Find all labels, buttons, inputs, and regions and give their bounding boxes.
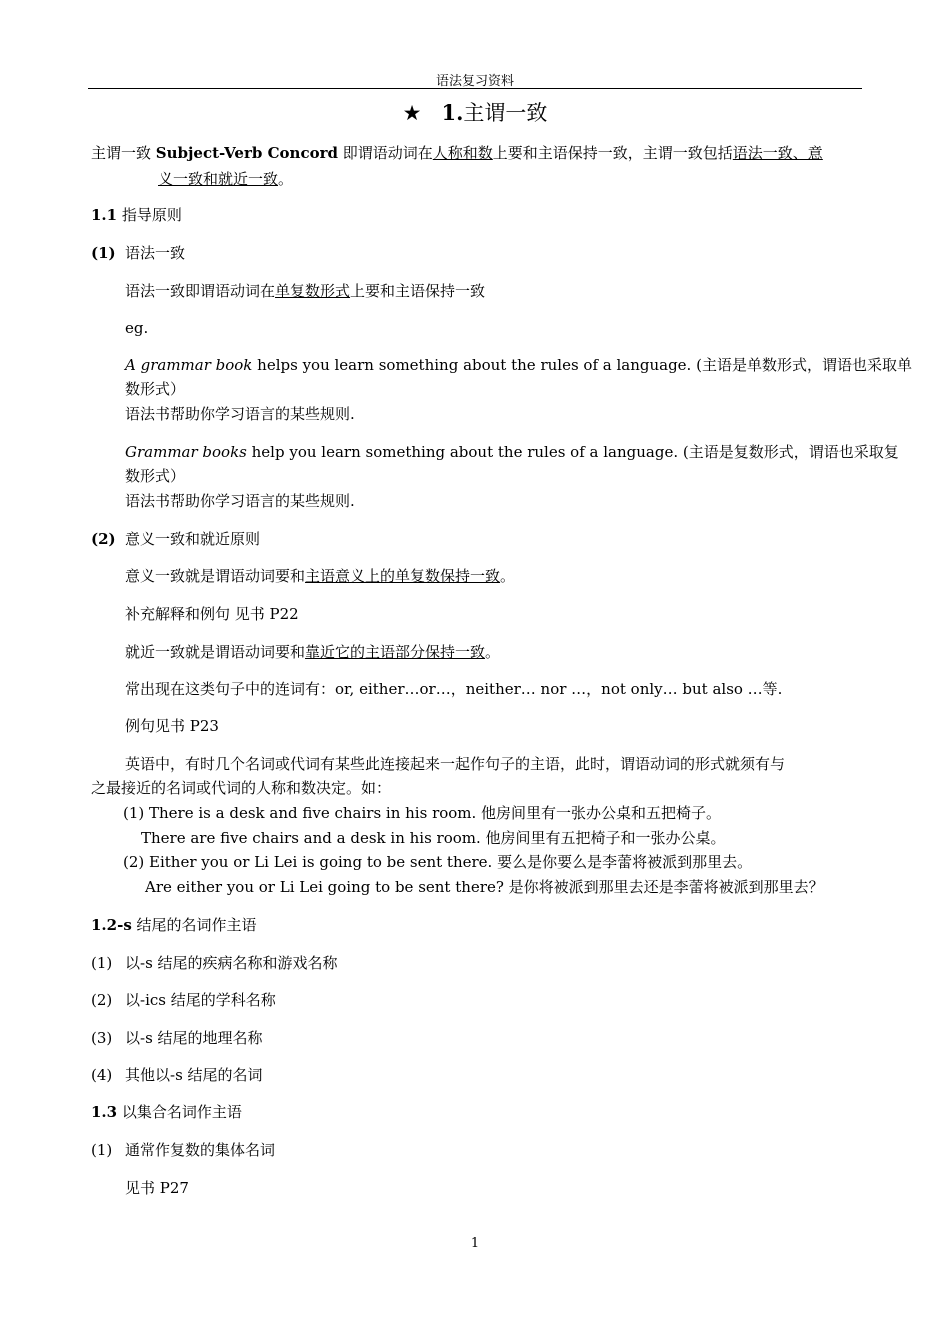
desc-text: 。	[485, 643, 501, 661]
example-text: help you learn something about the rules of a language. (主语是复数形式，谓语也采取复	[246, 443, 899, 461]
desc-underline: 靠近它的主语部分保持一致	[305, 643, 486, 661]
list-item: 以-s 结尾的地理名称	[125, 1029, 263, 1047]
item-number: (2)	[91, 530, 116, 548]
section-1-3-heading	[91, 1102, 242, 1122]
example-text: helps you learn something about the rules of a language. (主语是单数形式，谓语也采取单	[252, 356, 912, 374]
paragraph-line-2: 之最接近的名词或代词的人称和数决定。如：	[91, 779, 392, 797]
desc-text: 就近一致就是谓语动词要和	[125, 643, 306, 661]
intro-text: 上要和主语保持一致，主谓一致包括	[492, 144, 733, 162]
item-2-line-5: 例句见书 P23	[125, 717, 219, 735]
item-2-line-3	[125, 642, 500, 662]
example-1-translation: 语法书帮助你学习语言的某些规则.	[125, 405, 355, 423]
item-2-line-4: 常出现在这类句子中的连词有：or, either…or…，neither… nor …，not only… but also …等.	[125, 680, 783, 698]
list-item-number: (2)	[91, 991, 113, 1009]
item-1-desc	[125, 281, 485, 301]
intro-underline: 语法一致、意	[732, 144, 823, 162]
section-text: 指导原则	[117, 206, 182, 224]
item-2-line-2: 补充解释和例句 见书 P22	[125, 605, 299, 623]
list-item: 其他以-s 结尾的名词	[125, 1066, 263, 1084]
example-subject: A grammar book	[125, 356, 253, 374]
book-reference: 见书 P27	[125, 1179, 189, 1197]
desc-text: 意义一致就是谓语动词要和	[125, 567, 306, 585]
example-2	[125, 442, 899, 462]
section-number: 1.3	[91, 1103, 118, 1121]
desc-underline: 主语意义上的单复数保持一致	[305, 567, 501, 585]
list-item: 以-s 结尾的疾病名称和游戏名称	[125, 954, 338, 972]
example-2-translation: 语法书帮助你学习语言的某些规则.	[125, 492, 355, 510]
desc-text: 上要和主语保持一致	[350, 282, 486, 300]
desc-text: 语法一致即谓语动词在	[125, 282, 276, 300]
example-1	[125, 355, 912, 375]
item-number: (1)	[91, 244, 116, 262]
list-item: 通常作复数的集体名词	[125, 1141, 276, 1159]
list-item: 以-ics 结尾的学科名称	[125, 991, 276, 1009]
list-item-number: (4)	[91, 1066, 113, 1084]
desc-text: 。	[500, 567, 516, 585]
intro-underline: 义一致和就近一致	[158, 170, 279, 188]
list-item-number: (1)	[91, 1141, 113, 1159]
example-1-cont: 数形式）	[125, 380, 186, 398]
item-2-text: 意义一致和就近原则	[125, 530, 261, 548]
intro-underline: 人称和数	[432, 144, 493, 162]
section-1-2-heading	[91, 915, 257, 935]
example-subject: Grammar books	[125, 443, 247, 461]
paragraph-line-1: 英语中，有时几个名词或代词有某些此连接起来一起作句子的主语，此时，谓语动词的形式就须有与	[125, 755, 786, 773]
header-rule	[88, 88, 862, 89]
intro-text: 主谓一致	[91, 144, 156, 162]
intro-line-1	[91, 143, 823, 163]
section-text: 结尾的名词作主语	[131, 916, 257, 934]
desc-underline: 单复数形式	[275, 282, 351, 300]
page-number: 1	[470, 1236, 480, 1251]
item-2	[91, 529, 116, 549]
section-1-1-heading	[91, 205, 182, 225]
item-1	[91, 243, 116, 263]
item-1-text: 语法一致	[125, 244, 186, 262]
example-2-cont: 数形式）	[125, 467, 186, 485]
list-item-number: (3)	[91, 1029, 113, 1047]
paragraph-example-3: (2) Either you or Li Lei is going to be sent there. 要么是你要么是李蕾将被派到那里去。	[123, 853, 753, 871]
paragraph-example-2: There are five chairs and a desk in his room. 他房间里有五把椅子和一张办公桌。	[141, 829, 726, 847]
page-header: 语法复习资料	[435, 74, 514, 89]
intro-term: Subject-Verb Concord	[155, 144, 338, 162]
title-text: 主谓一致	[463, 101, 548, 125]
list-item-number: (1)	[91, 954, 113, 972]
intro-text: 。	[278, 170, 294, 188]
star-icon: ★	[402, 101, 422, 125]
item-2-line-1	[125, 566, 515, 586]
intro-text: 即谓语动词在	[337, 144, 433, 162]
intro-line-2	[158, 169, 293, 189]
section-text: 以集合名词作主语	[117, 1103, 242, 1121]
eg-label: eg.	[125, 319, 149, 337]
paragraph-example-4: Are either you or Li Lei going to be sent there? 是你将被派到那里去还是李蕾将被派到那里去？	[145, 878, 824, 896]
section-number: 1.1	[91, 206, 118, 224]
paragraph-example-1: (1) There is a desk and five chairs in his room. 他房间里有一张办公桌和五把椅子。	[123, 804, 722, 822]
section-number: 1.2-s	[91, 916, 132, 934]
section-title	[0, 97, 950, 127]
title-number: 1.	[441, 100, 464, 125]
